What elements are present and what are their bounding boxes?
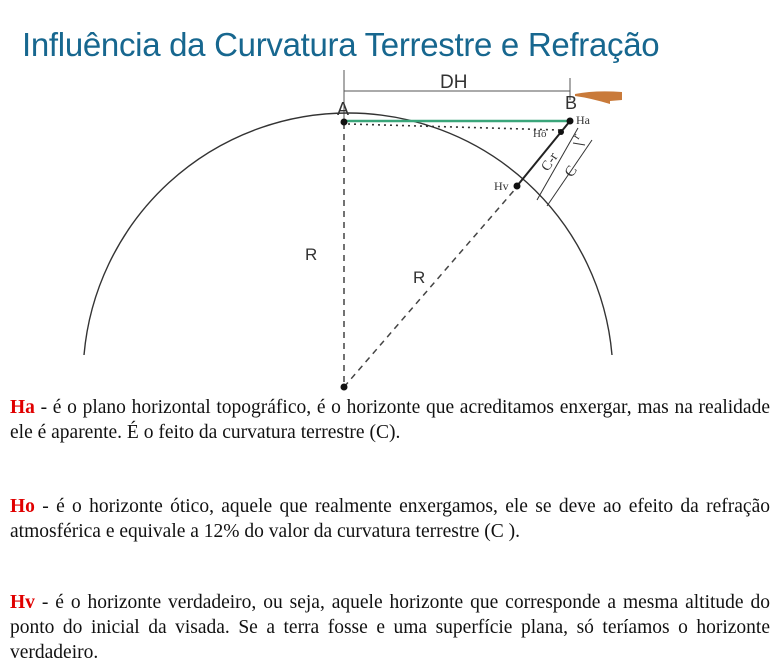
radius-vertical-label: R bbox=[305, 245, 318, 264]
definition-ho-text: - é o horizonte ótico, aquele que realmente enxergamos, ele se deve ao efeito da refração atmosférica e equivale a 12% do valor da curvatura terrestre (C ). bbox=[10, 496, 770, 542]
definition-ha-text: - é o plano horizontal topográfico, é o horizonte que acreditamos enxergar, mas na realidade ele é aparente. É o feito da curvatura terrestre (C). bbox=[10, 397, 770, 443]
curvature-diagram bbox=[0, 60, 780, 400]
term-ha: Ha bbox=[10, 397, 35, 418]
c-label: C bbox=[561, 163, 581, 181]
radius-diagonal-label: R bbox=[413, 268, 426, 287]
point-a bbox=[341, 119, 348, 126]
r-label: r bbox=[568, 130, 583, 142]
point-hv bbox=[514, 183, 521, 190]
ho-line bbox=[348, 124, 560, 130]
term-ho: Ho bbox=[10, 496, 35, 517]
b-label: B bbox=[565, 93, 578, 113]
center-point bbox=[341, 384, 348, 391]
definition-hv-text: - é o horizonte verdadeiro, ou seja, aquele horizonte que corresponde a mesma altitude do ponto do inicial da visada. Se a terra fosse e uma superfície plana, só teríamos o horizonte verdadeiro. bbox=[10, 592, 770, 663]
point-b bbox=[567, 118, 574, 125]
earth-arc bbox=[84, 113, 612, 355]
definition-ho bbox=[10, 494, 770, 544]
radius-diagonal bbox=[344, 187, 517, 387]
dh-label: DH bbox=[440, 72, 468, 93]
hv-label: Hv bbox=[494, 179, 509, 193]
accent-shape bbox=[575, 91, 622, 104]
a-label: A bbox=[337, 99, 350, 119]
ho-label: Hô bbox=[533, 128, 547, 140]
term-hv: Hv bbox=[10, 592, 35, 613]
definition-ha bbox=[10, 395, 770, 445]
point-ho bbox=[558, 129, 564, 135]
definition-hv bbox=[10, 590, 770, 665]
ha-label: Ha bbox=[576, 113, 590, 127]
c-minus-r-label: C-r bbox=[538, 150, 562, 175]
page-title: Influência da Curvatura Terrestre e Refração bbox=[22, 26, 660, 64]
